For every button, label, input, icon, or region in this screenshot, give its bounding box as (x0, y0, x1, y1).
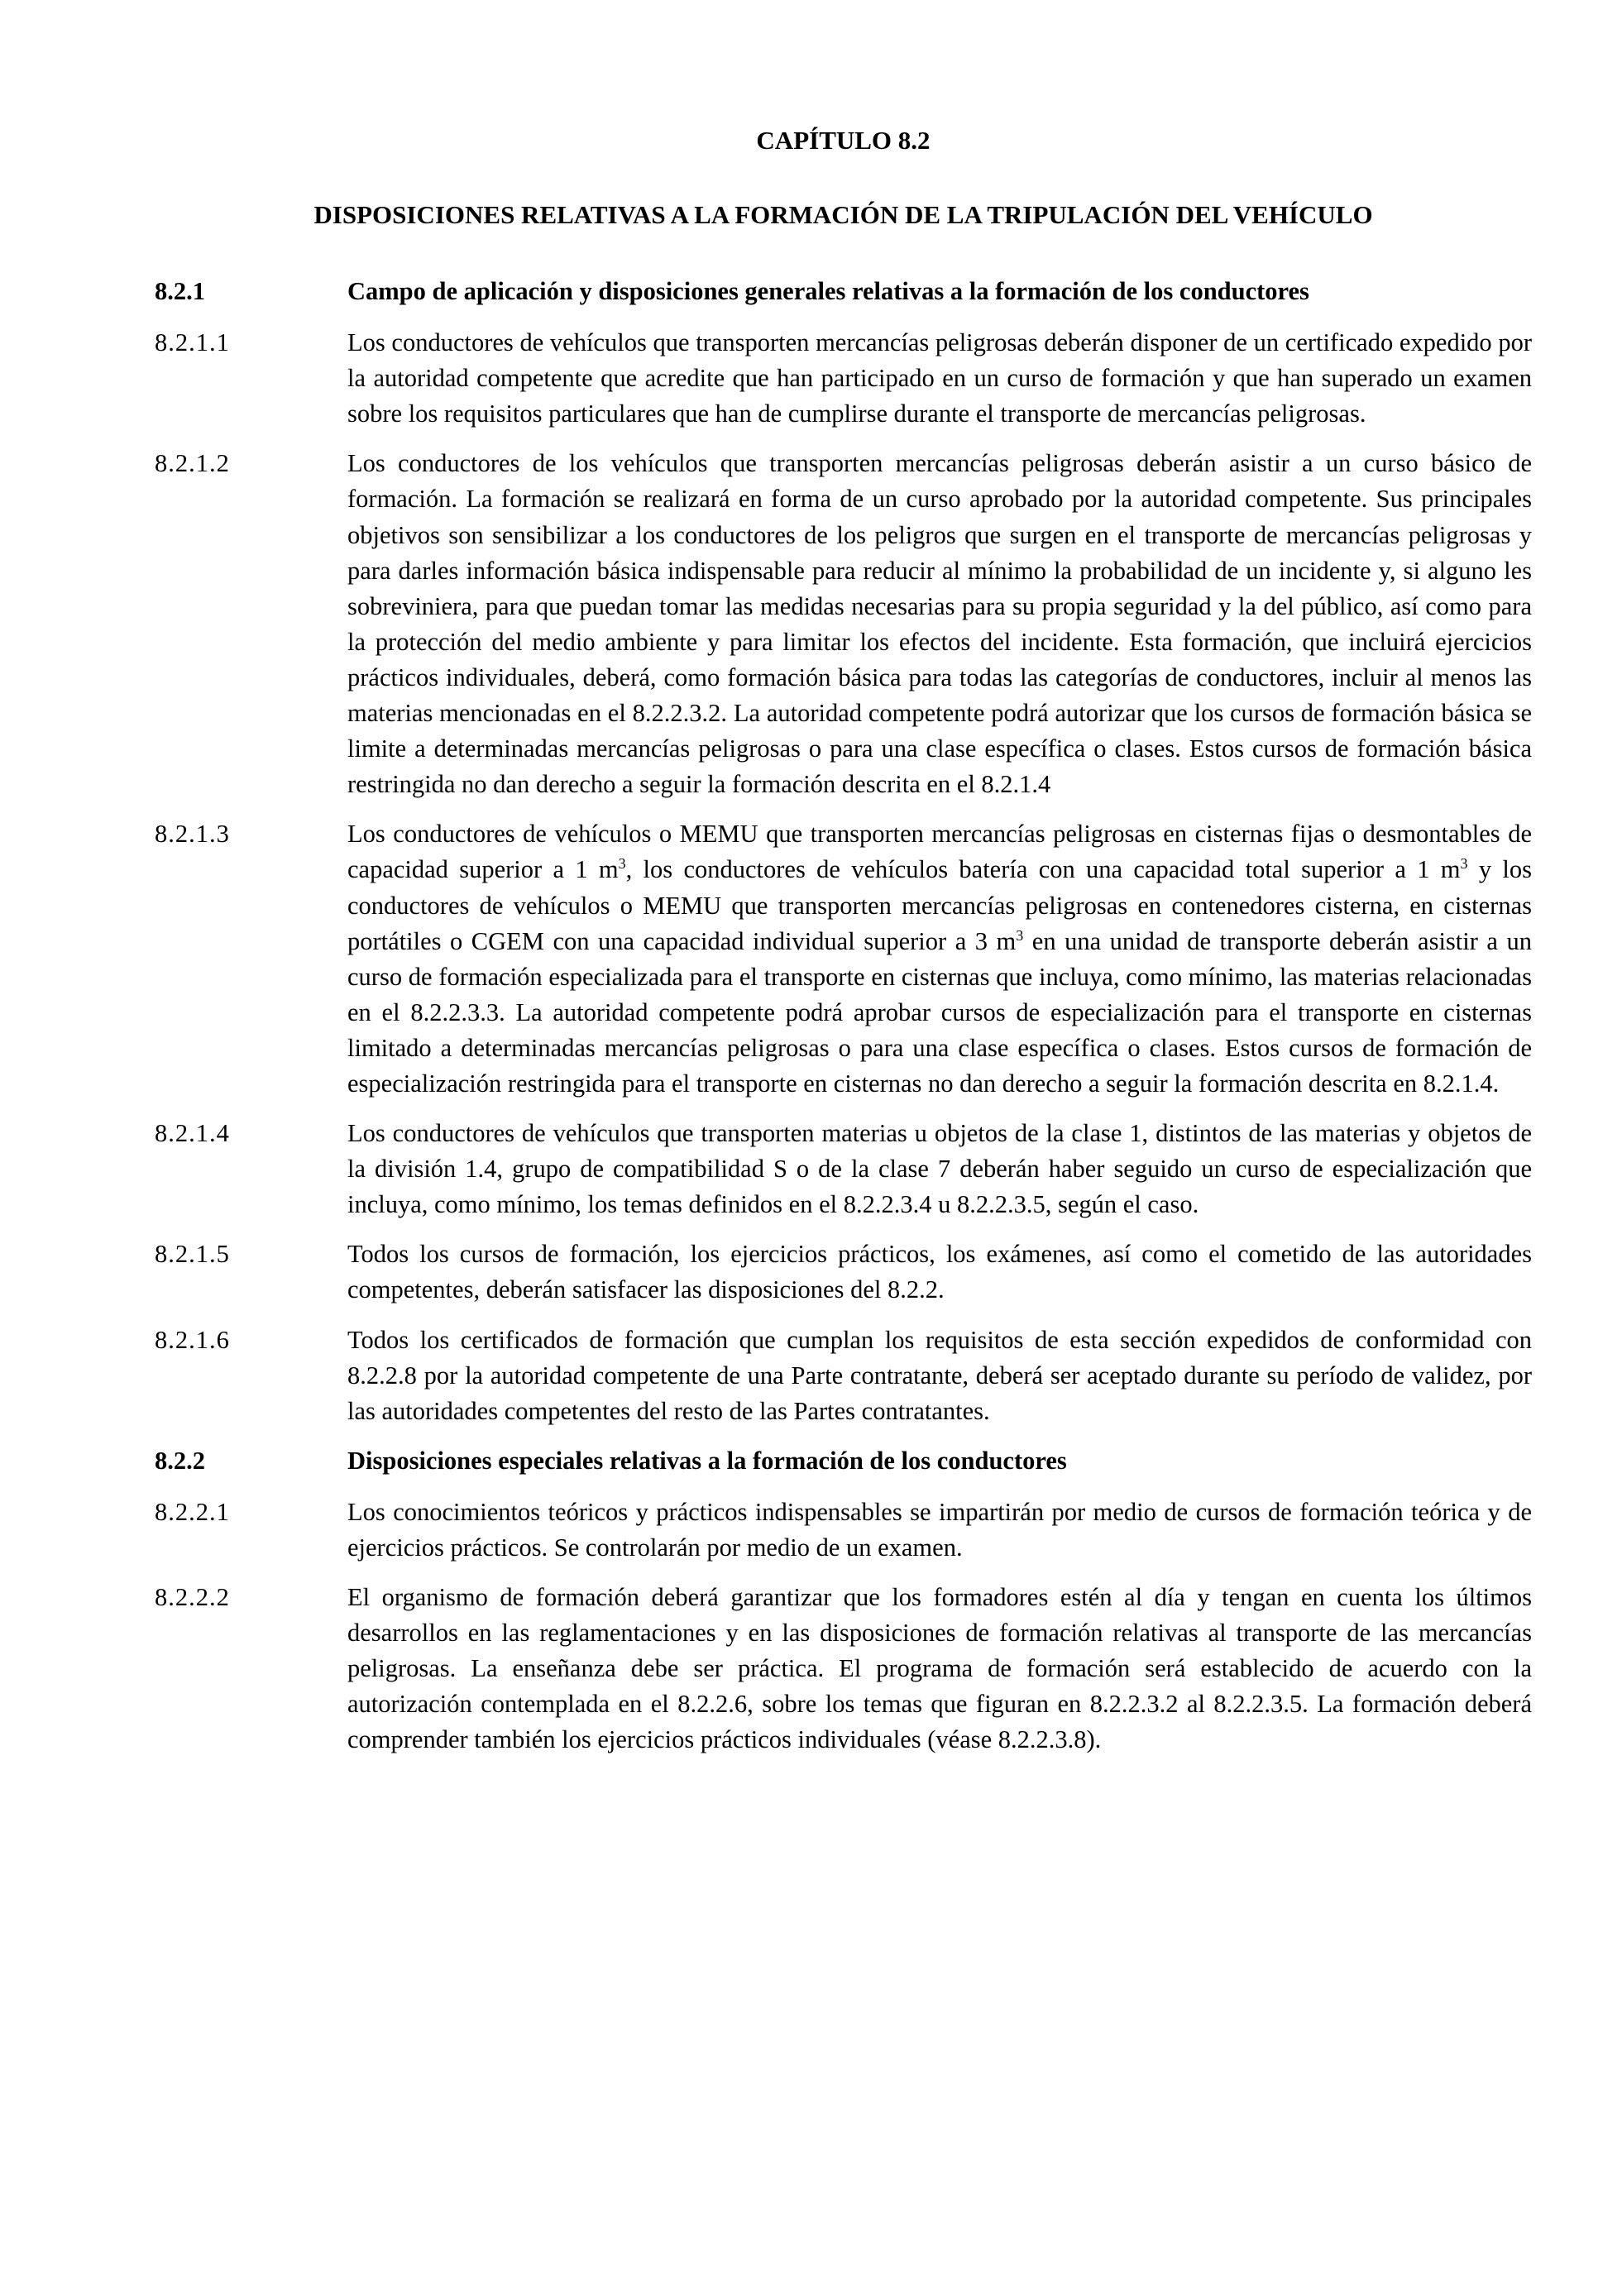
superscript: 3 (618, 855, 626, 873)
paragraph-8-2-1-5 (155, 1236, 1532, 1308)
document-page (155, 124, 1532, 1772)
section-number: 8.2.1 (155, 277, 205, 305)
paragraph-number: 8.2.1.5 (155, 1240, 230, 1269)
paragraph-text: Los conductores de vehículos que transporten materias u objetos de la clase 1, distintos de las materias y objetos de la división 1.4, grupo de compatibilidad S o de la clase 7 deberán haber seguido un curso de especialización que incluya, como mínimo, los temas definidos en el 8.2.2.3.4 u 8.2.2.3.5, según el caso. (347, 1119, 1532, 1219)
paragraph-8-2-2-1 (155, 1495, 1532, 1566)
superscript: 3 (1460, 855, 1468, 873)
text-segment: Los conductores de vehículos o MEMU que transporten mercancías peligrosas en cisternas fijas o desmontables de capacidad superior a 1 m (347, 820, 1532, 884)
section-8-2-2 (155, 1443, 1532, 1479)
paragraph-number: 8.2.1.3 (155, 820, 230, 849)
paragraph-8-2-2-2 (155, 1580, 1532, 1758)
section-8-2-1 (155, 274, 1532, 309)
paragraph-8-2-1-2 (155, 446, 1532, 802)
paragraph-number: 8.2.2.1 (155, 1497, 230, 1526)
paragraph-text: Los conductores de vehículos que transporten mercancías peligrosas deberán disponer de un certificado expedido por la autoridad competente que acredite que han participado en un curso de formación y que han superado un examen sobre los requisitos particulares que han de cumplirse durante el transporte de mercancías peligrosas. (347, 328, 1532, 428)
paragraph-8-2-1-4 (155, 1116, 1532, 1222)
section-heading: Disposiciones especiales relativas a la formación de los conductores (347, 1446, 1067, 1475)
paragraph-text: El organismo de formación deberá garantizar que los formadores estén al día y tengan en cuenta los últimos desarrollos en las reglamentaciones y en las disposiciones de formación relativas al transporte de las mercancías peligrosas. La enseñanza debe ser práctica. El programa de formación será establecido de acuerdo con la autorización contemplada en el 8.2.2.6, sobre los temas que figuran en 8.2.2.3.2 al 8.2.2.3.5. La formación deberá comprender también los ejercicios prácticos individuales (véase 8.2.2.3.8). (347, 1583, 1532, 1754)
paragraph-text: Los conocimientos teóricos y prácticos indispensables se impartirán por medio de cursos de formación teórica y de ejercicios prácticos. Se controlarán por medio de un examen. (347, 1497, 1532, 1562)
paragraph-8-2-1-1 (155, 325, 1532, 432)
paragraph-number: 8.2.1.2 (155, 449, 230, 478)
paragraph-number: 8.2.1.4 (155, 1119, 230, 1148)
paragraph-number: 8.2.1.6 (155, 1325, 230, 1354)
superscript: 3 (1016, 926, 1024, 944)
text-segment: y los conductores de vehículos o MEMU que transporten mercancías peligrosas en contenedores cisterna, en cisternas portátiles o CGEM con una capacidad individual superior a 3 m (347, 855, 1532, 955)
text-segment: , los conductores de vehículos batería con una capacidad total superior a 1 m (625, 855, 1461, 884)
section-number: 8.2.2 (155, 1446, 205, 1475)
text-segment: en una unidad de transporte deberán asistir a un curso de formación especializada para el transporte en cisternas que incluya, como mínimo, las materias relacionadas en el 8.2.2.3.3. La autoridad competente podrá aprobar cursos de especialización para el transporte en cisternas limitado a determinadas mercancías peligrosas o para una clase específica o clases. Estos cursos de formación de especialización restringida para el transporte en cisternas no dan derecho a seguir la formación descrita en 8.2.1.4. (347, 926, 1532, 1098)
paragraph-text: Los conductores de los vehículos que transporten mercancías peligrosas deberán asistir a un curso básico de formación. La formación se realizará en forma de un curso aprobado por la autoridad competente. Sus principales objetivos son sensibilizar a los conductores de los peligros que surgen en el transporte de mercancías peligrosas y para darles información básica indispensable para reducir al mínimo la probabilidad de un incidente y, si alguno les sobreviniera, para que puedan tomar las medidas necesarias para su propia seguridad y la del público, así como para la protección del medio ambiente y para limitar los efectos del incidente. Esta formación, que incluirá ejercicios prácticos individuales, deberá, como formación básica para todas las categorías de conductores, incluir al menos las materias mencionadas en el 8.2.2.3.2. La autoridad competente podrá autorizar que los cursos de formación básica se limite a determinadas mercancías peligrosas o para una clase específica o clases. Estos cursos de formación básica restringida no dan derecho a seguir la formación descrita en el 8.2.1.4 (347, 449, 1532, 799)
paragraph-number: 8.2.2.2 (155, 1583, 230, 1612)
section-heading: Campo de aplicación y disposiciones generales relativas a la formación de los conductores (347, 277, 1309, 305)
chapter-label: CAPÍTULO 8.2 (756, 126, 931, 155)
paragraph-8-2-1-3 (155, 816, 1532, 1102)
paragraph-text: Todos los cursos de formación, los ejercicios prácticos, los exámenes, así como el cometido de las autoridades competentes, deberán satisfacer las disposiciones del 8.2.2. (347, 1240, 1532, 1304)
paragraph-8-2-1-6 (155, 1323, 1532, 1429)
paragraph-text (347, 816, 1532, 1102)
paragraph-text: Todos los certificados de formación que cumplan los requisitos de esta sección expedidos de conformidad con 8.2.2.8 por la autoridad competente de una Parte contratante, deberá ser aceptado durante su período de validez, por las autoridades competentes del resto de las Partes contratantes. (347, 1325, 1532, 1425)
chapter-title: DISPOSICIONES RELATIVAS A LA FORMACIÓN DE LA TRIPULACIÓN DEL VEHÍCULO (313, 200, 1373, 229)
paragraph-number: 8.2.1.1 (155, 328, 230, 357)
